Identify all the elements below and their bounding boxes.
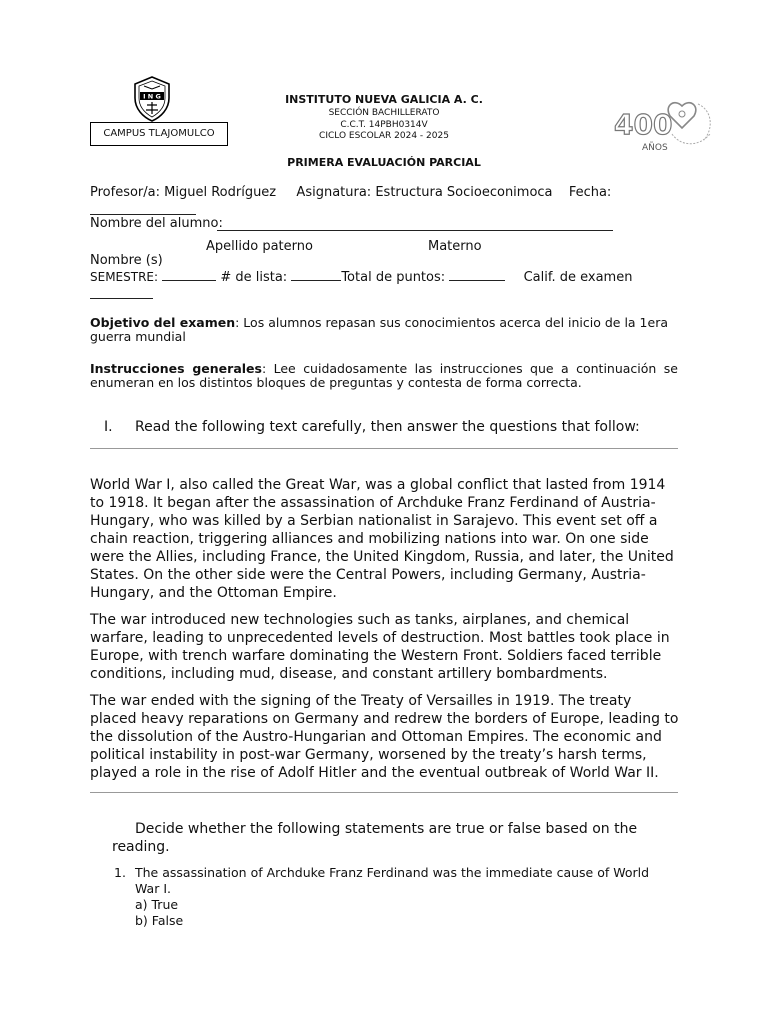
exam-grade-label: Calif. de examen: [523, 270, 633, 285]
subject-label: Asignatura:: [296, 185, 372, 200]
section-1-heading: [104, 419, 640, 435]
school-year: CICLO ESCOLAR 2024 - 2025: [319, 131, 449, 141]
section-1-title: Read the following text carefully, then answer the questions that follow:: [135, 419, 640, 435]
instructions-label: Instrucciones generales: [90, 361, 262, 376]
teacher-label: Profesor/a:: [90, 185, 160, 200]
objective-label: Objetivo del examen: [90, 315, 236, 330]
cct-code: C.C.T. 14PBH0314V: [340, 120, 428, 130]
svg-text:400: 400: [614, 108, 673, 141]
general-instructions: [90, 362, 678, 390]
student-name-label: Nombre del alumno:: [90, 216, 223, 231]
section-name: SECCIÓN BACHILLERATO: [328, 108, 440, 118]
total-points-field[interactable]: [449, 269, 505, 281]
semester-label: SEMESTRE:: [90, 270, 159, 284]
option-false[interactable]: b) False: [135, 913, 184, 928]
nombres-label: Nombre (s): [90, 253, 163, 268]
reading-paragraph-2: The war introduced new technologies such as tanks, airplanes, and chemical warfare, leading to unprecedented levels of destruction. Most battles took place in Europe, with trench warfare dominating the Western Front. Soldiers faced terrible conditions, including mud, disease, and constant artillery bombardments.: [90, 612, 670, 682]
instructions-text: : Lee cuidadosamente las instrucciones que a continuación se enumeran en los distintos bloques de preguntas y contesta de forma correcta.: [90, 361, 678, 390]
apellido-paterno-label: Apellido paterno: [206, 239, 313, 254]
list-number-field[interactable]: [291, 269, 341, 281]
exam-title: PRIMERA EVALUACIÓN PARCIAL: [287, 156, 481, 169]
svg-text:AÑOS: AÑOS: [642, 143, 668, 153]
student-name-field[interactable]: [217, 230, 613, 231]
divider-top: [90, 448, 678, 449]
question-number: 1.: [114, 865, 126, 880]
subject-value: Estructura Socioeconimoca: [375, 185, 553, 200]
section-1-numeral: I.: [104, 419, 113, 435]
reading-paragraph-1: World War I, also called the Great War, was a global conflict that lasted from 1914 to 1918. It began after the assassination of Archduke Franz Ferdinand of Austria-Hungary, who was killed by a Serbian nationalist in Sarajevo. This event set off a chain reaction, triggering alliances and mobilizing nations into war. On one side were the Allies, including France, the United Kingdom, Russia, and later, the United States. On the other side were the Central Powers, including Germany, Austria-Hungary, and the Ottoman Empire.: [90, 477, 674, 601]
teacher-value: Miguel Rodríguez: [164, 185, 277, 200]
list-number-label: # de lista:: [220, 270, 288, 285]
teacher-row: [90, 185, 611, 200]
reading-paragraph-3: The war ended with the signing of the Treaty of Versailles in 1919. The treaty placed heavy reparations on Germany and redrew the borders of Europe, leading to the dissolution of the Austro-Hungarian and Ottoman Empires. The economic and political instability in post-war Germany, worsened by the treaty’s harsh terms, played a role in the rise of Adolf Hitler and the eventual outbreak of World War II.: [90, 693, 679, 781]
semester-field[interactable]: [162, 269, 216, 281]
student-name-row: [90, 216, 223, 231]
total-points-label: Total de puntos:: [341, 270, 446, 285]
date-blank[interactable]: [90, 214, 196, 215]
semester-row: [90, 269, 690, 285]
divider-bottom: [90, 792, 678, 793]
date-label: Fecha:: [568, 185, 612, 200]
anniversary-400-logo: [612, 98, 720, 154]
school-crest-logo: [132, 76, 172, 122]
campus-label: CAMPUS TLAJOMULCO: [90, 122, 228, 146]
svg-text:I N G: I N G: [143, 92, 161, 101]
option-true[interactable]: a) True: [135, 897, 179, 912]
objective-text: : Los alumnos repasan sus conocimientos acerca del inicio de la 1era guerra mundial: [90, 315, 668, 344]
true-false-instructions: Decide whether the following statements are true or false based on the reading.: [112, 821, 638, 855]
exam-grade-field[interactable]: [90, 298, 153, 299]
institution-name: INSTITUTO NUEVA GALICIA A. C.: [285, 93, 483, 106]
question-text: The assassination of Archduke Franz Ferdinand was the immediate cause of World War I.: [135, 865, 650, 896]
exam-objective: [90, 316, 678, 344]
materno-label: Materno: [428, 239, 482, 254]
